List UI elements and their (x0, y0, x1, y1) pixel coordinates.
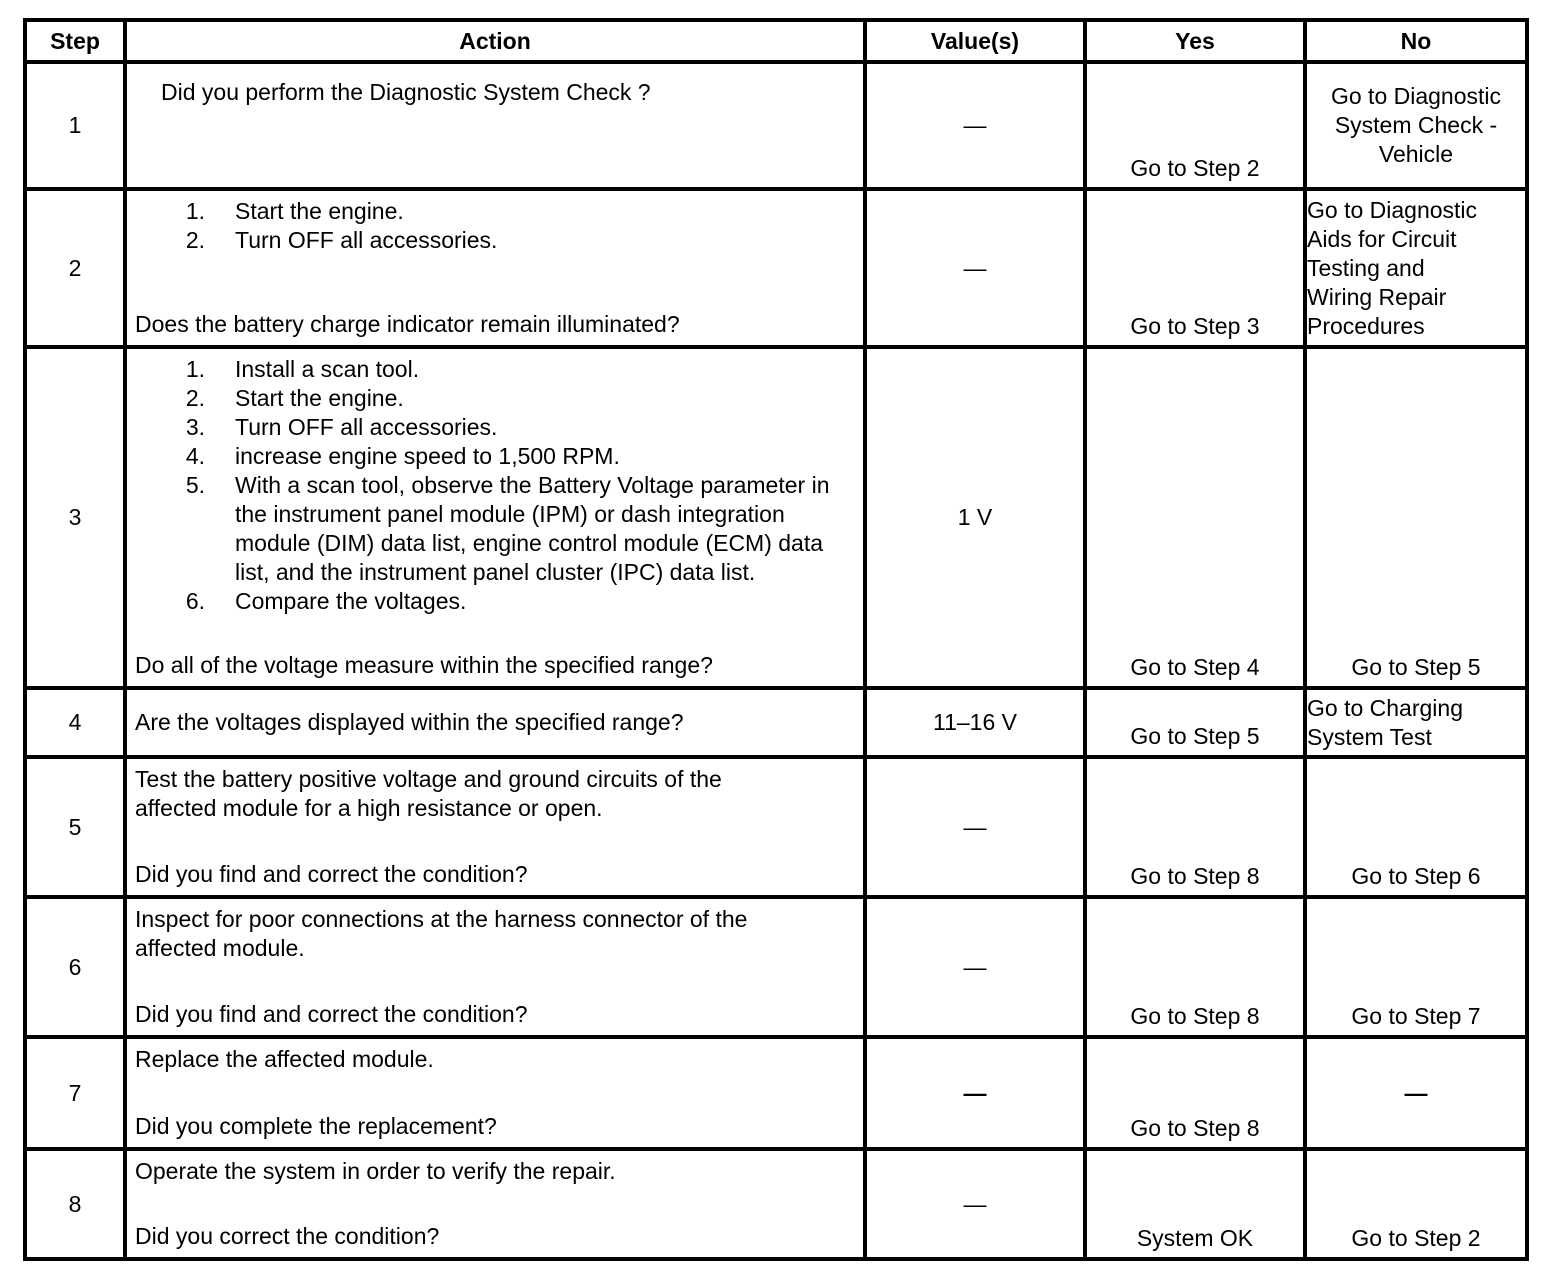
value-cell: — (865, 62, 1085, 189)
table-row (25, 1037, 1527, 1149)
no-cell (1305, 688, 1527, 757)
value-cell: — (865, 757, 1085, 897)
step-number: 2 (25, 189, 125, 347)
action-steps (135, 355, 855, 616)
no-link[interactable] (1307, 196, 1525, 341)
action-question: Are the voltages displayed within the specified range? (135, 709, 684, 735)
no-line: Vehicle (1378, 141, 1454, 167)
table-row (25, 1149, 1527, 1259)
value-cell: — (865, 897, 1085, 1037)
no-cell (1305, 62, 1527, 189)
value-cell: — (865, 1149, 1085, 1259)
no-link[interactable] (1307, 694, 1525, 752)
action-cell (125, 897, 865, 1037)
list-item: 1. Start the engine. (185, 198, 404, 224)
step-number: 5 (25, 757, 125, 897)
no-line: Wiring Repair (1307, 284, 1447, 310)
action-cell (125, 757, 865, 897)
no-link[interactable] (1307, 82, 1525, 169)
list-item: 5. With a scan tool, observe the Battery Voltage parameter in the instrument panel module (IPM) or dash integration module (DIM) data list, engine control module (ECM) data list, and the instrument panel cluster (IPC) data list. (185, 472, 830, 585)
action-question: Did you find and correct the condition? (135, 861, 528, 887)
action-question: Does the battery charge indicator remain illuminated? (135, 311, 680, 337)
no-link[interactable]: Go to Step 6 (1351, 863, 1481, 889)
action-instruction: Test the battery positive voltage and ground circuits of the affected module for a high resistance or open. (135, 766, 722, 821)
action-question: Did you perform the Diagnostic System Check ? (161, 79, 651, 105)
table-row (25, 347, 1527, 688)
list-item: 6. Compare the voltages. (185, 588, 467, 614)
yes-link[interactable]: Go to Step 2 (1130, 155, 1260, 181)
yes-cell (1085, 688, 1305, 757)
no-line: Testing and (1307, 255, 1425, 281)
action-instruction: Operate the system in order to verify the repair. (135, 1158, 616, 1184)
no-line: Procedures (1307, 313, 1425, 339)
header-row (25, 20, 1527, 62)
no-cell (1305, 1149, 1527, 1259)
list-item: 3. Turn OFF all accessories. (185, 414, 498, 440)
list-item: 1. Install a scan tool. (185, 356, 420, 382)
table-row (25, 688, 1527, 757)
header-action: Action (125, 20, 865, 62)
no-line: System Check - (1334, 112, 1498, 138)
action-cell (125, 1037, 865, 1149)
yes-cell (1085, 62, 1305, 189)
step-number: 6 (25, 897, 125, 1037)
action-question: Do all of the voltage measure within the specified range? (135, 652, 713, 678)
step-number: 4 (25, 688, 125, 757)
no-line: Go to Diagnostic (1307, 197, 1478, 223)
no-link[interactable]: Go to Step 2 (1351, 1225, 1481, 1251)
action-question: Did you complete the replacement? (135, 1113, 497, 1139)
yes-cell (1085, 189, 1305, 347)
yes-link[interactable]: Go to Step 5 (1130, 723, 1260, 749)
no-line: Go to Charging (1307, 694, 1463, 721)
list-item: 2. Turn OFF all accessories. (185, 227, 498, 253)
no-link[interactable]: Go to Step 7 (1351, 1003, 1481, 1029)
yes-cell (1085, 347, 1305, 688)
action-instruction: Replace the affected module. (135, 1046, 434, 1072)
table-row (25, 62, 1527, 189)
action-question: Did you find and correct the condition? (135, 1001, 528, 1027)
action-cell (125, 62, 865, 189)
no-cell (1305, 347, 1527, 688)
action-instruction: Inspect for poor connections at the harness connector of the affected module. (135, 906, 748, 961)
yes-cell (1085, 757, 1305, 897)
yes-cell (1085, 1149, 1305, 1259)
yes-link[interactable]: Go to Step 3 (1130, 313, 1260, 339)
action-steps (135, 197, 855, 255)
action-cell (125, 189, 865, 347)
diagnostic-table (23, 18, 1529, 1261)
step-number: 7 (25, 1037, 125, 1149)
action-cell (125, 688, 865, 757)
step-number: 3 (25, 347, 125, 688)
header-yes: Yes (1085, 20, 1305, 62)
yes-link[interactable]: Go to Step 8 (1130, 1003, 1260, 1029)
no-line: Aids for Circuit (1307, 226, 1457, 252)
list-item: 4. increase engine speed to 1,500 RPM. (185, 443, 620, 469)
table-row (25, 757, 1527, 897)
list-item: 2. Start the engine. (185, 385, 404, 411)
no-link[interactable]: Go to Step 5 (1351, 654, 1481, 680)
value-cell: 1 V (865, 347, 1085, 688)
header-values: Value(s) (865, 20, 1085, 62)
step-number: 8 (25, 1149, 125, 1259)
yes-link[interactable]: System OK (1136, 1225, 1254, 1251)
yes-cell (1085, 1037, 1305, 1149)
yes-link[interactable]: Go to Step 8 (1130, 1115, 1260, 1141)
action-cell (125, 347, 865, 688)
step-number: 1 (25, 62, 125, 189)
table-row (25, 897, 1527, 1037)
yes-cell (1085, 897, 1305, 1037)
no-cell (1305, 189, 1527, 347)
yes-link[interactable]: Go to Step 8 (1130, 863, 1260, 889)
value-cell: — (865, 189, 1085, 347)
value-cell: — (865, 1037, 1085, 1149)
value-cell: 11–16 V (865, 688, 1085, 757)
table-row (25, 189, 1527, 347)
no-cell (1305, 757, 1527, 897)
no-cell (1305, 897, 1527, 1037)
no-line: Go to Diagnostic (1330, 83, 1502, 109)
no-cell: — (1305, 1037, 1527, 1149)
action-question: Did you correct the condition? (135, 1223, 440, 1249)
yes-link[interactable]: Go to Step 4 (1130, 654, 1260, 680)
action-cell (125, 1149, 865, 1259)
header-no: No (1305, 20, 1527, 62)
header-step: Step (25, 20, 125, 62)
no-line: System Test (1307, 723, 1432, 750)
